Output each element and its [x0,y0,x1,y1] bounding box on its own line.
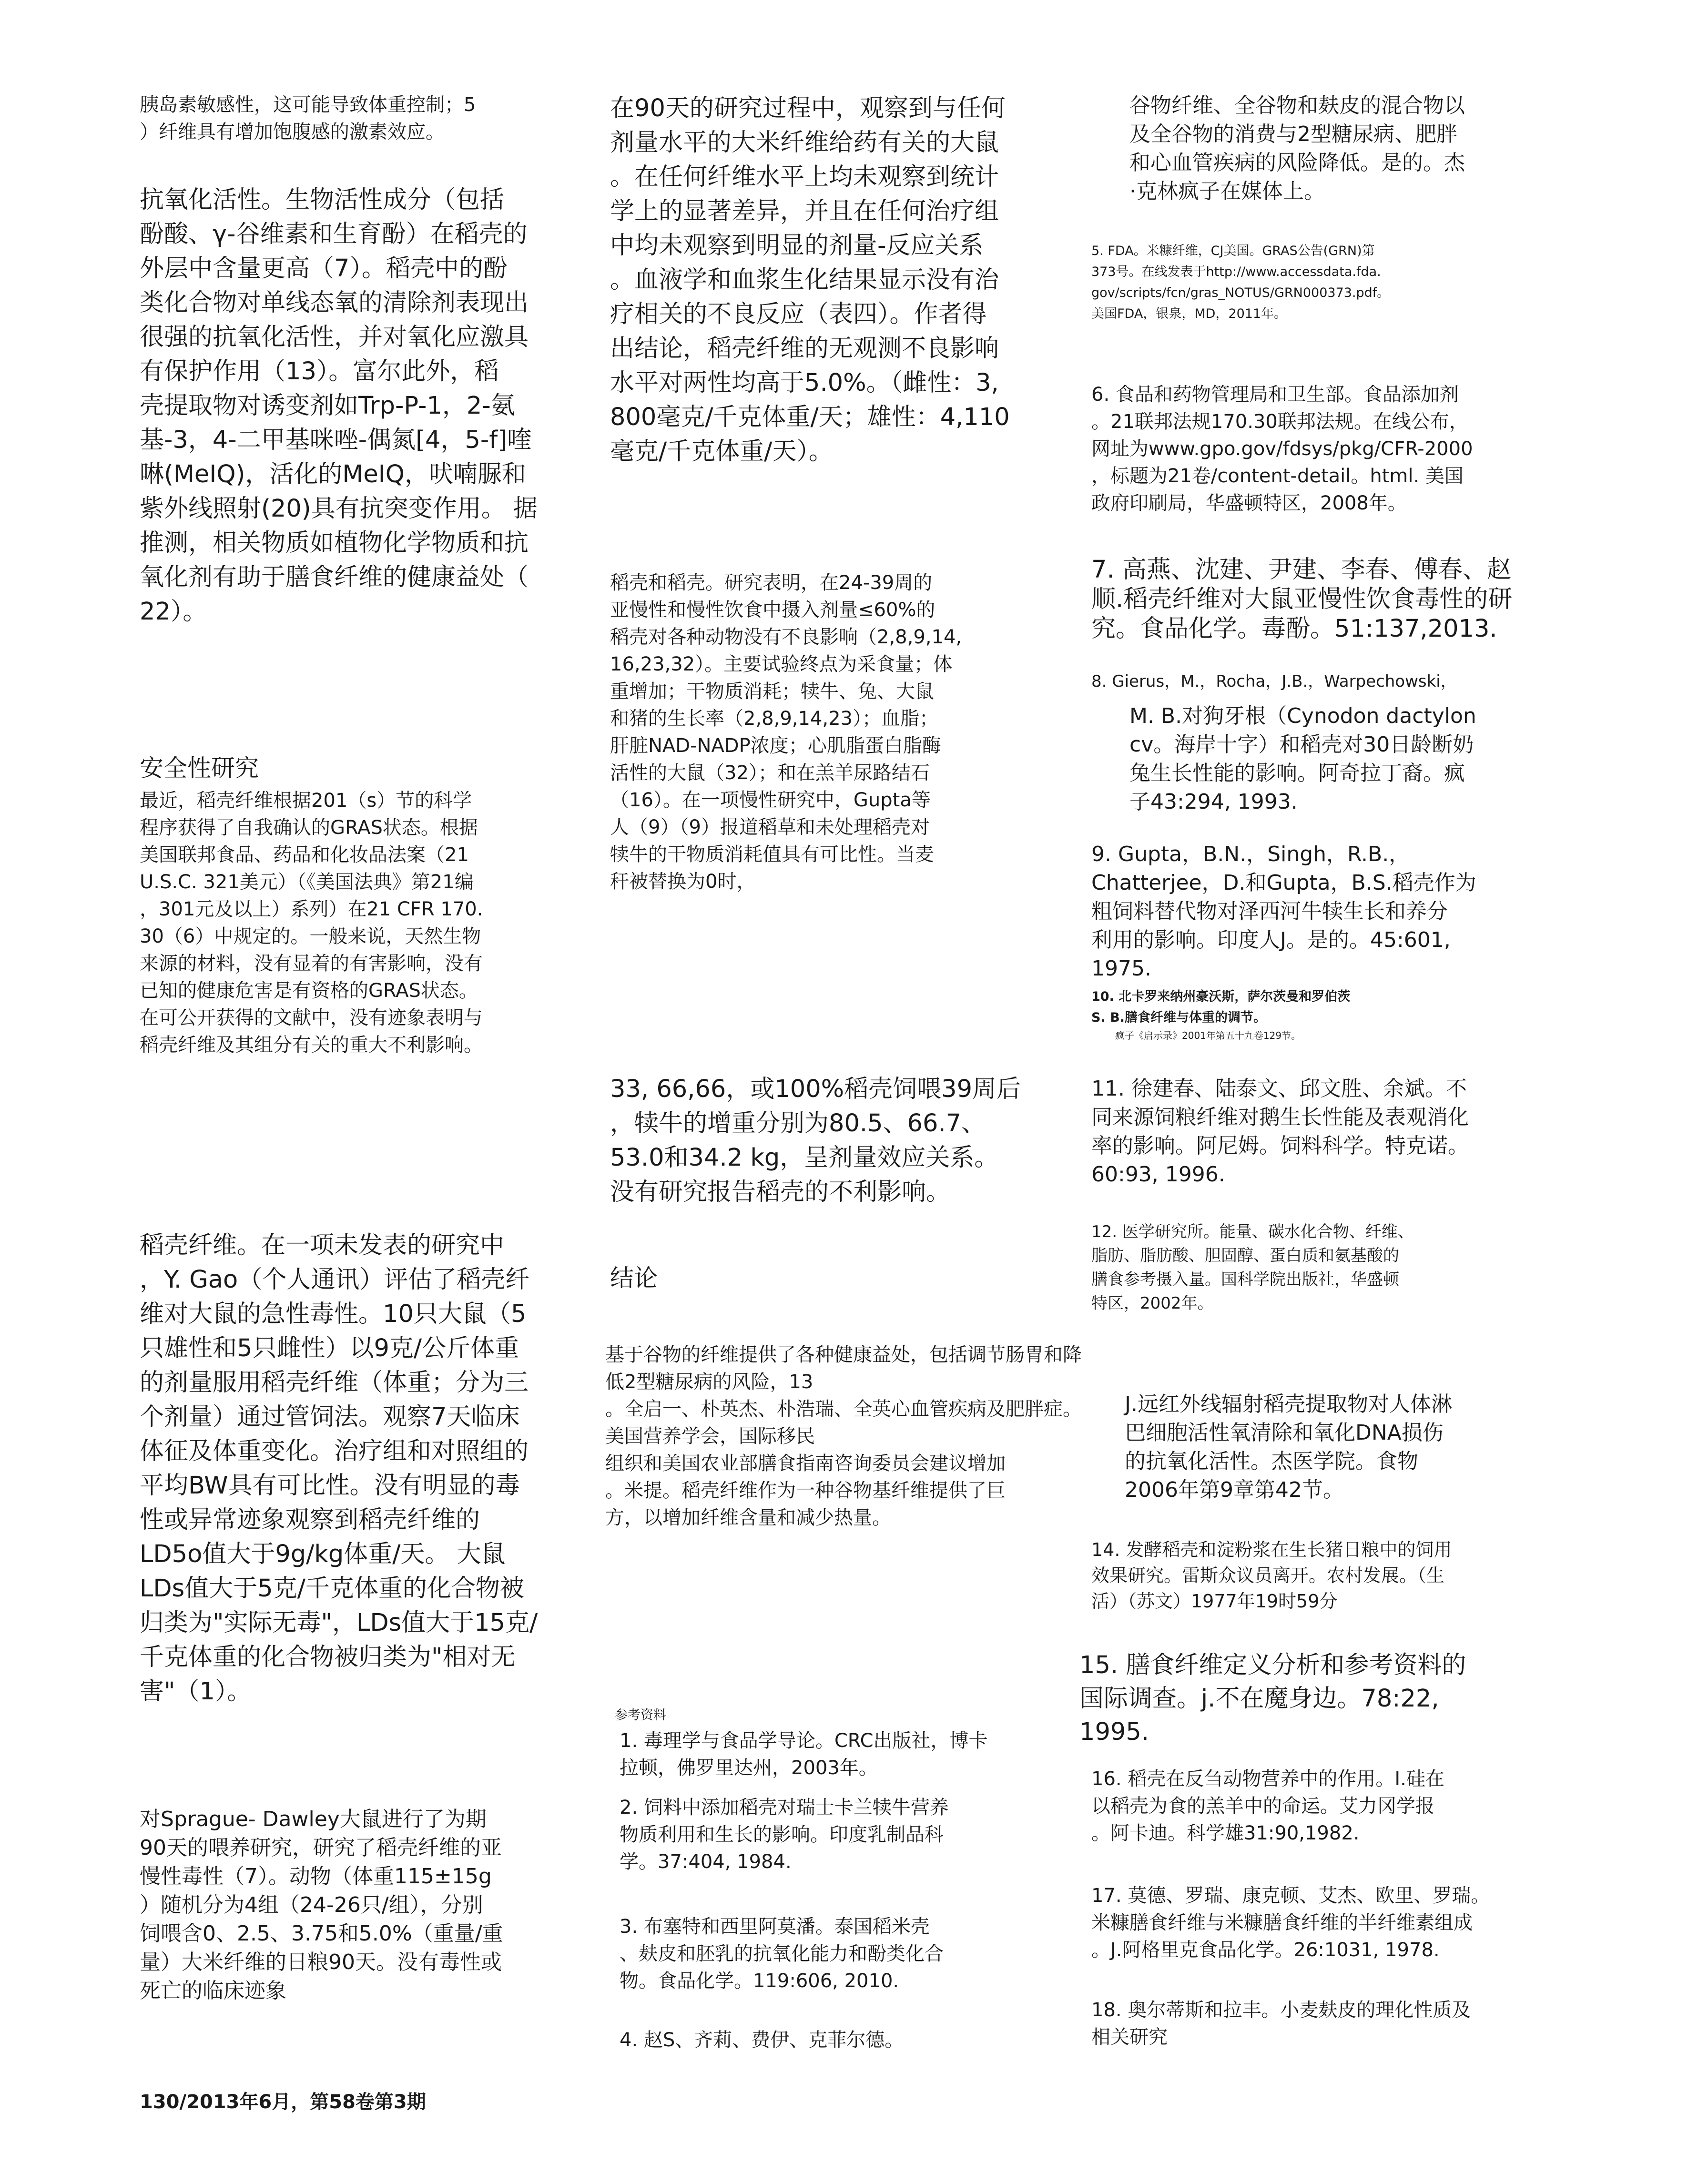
reference-16: 16. 稻壳在反刍动物营养中的作用。I.硅在 以稻壳为食的羔羊中的命运。艾力冈学报 。阿卡迪。科学雄31:90,1982. [1091,1768,1444,1844]
reference-12: 12. 医学研究所。能量、碳水化合物、纤维、 脂肪、脂肪酸、胆固醇、蛋白质和氨基酸的 膳食参考摄入量。国科学院出版社，华盛顿 特区，2002年。 [1091,1222,1414,1313]
col2-paragraph-rice-hull: 稻壳和稻壳。研究表明，在24-39周的 亚慢性和慢性饮食中摄入剂量≤60%的 稻壳对各种动物没有不良影响（2,8,9,14, 16,23,32）。主要试验终点为采食量；体 重增加；干物质消耗；犊牛、兔、大鼠 和猪的生长率（2,8,9,14,23）；血脂； 肝脏NAD-NADP浓度；心肌脂蛋白脂酶 活性的大鼠（32）；和在羔羊尿路结石 （16）。在一项慢性研究中，Gupta等 人（9）（9）报道稻草和未处理稻壳对 犊牛的干物质消耗值具有可比性。当麦 秆被替换为0时， [610,572,962,893]
col1-paragraph-gras: 最近，稻壳纤维根据201（s）节的科学 程序获得了自我确认的GRAS状态。根据 美国联邦食品、药品和化妆品法案（21 U.S.C. 321美元）（《美国法典》第21编 ，301元及以上）系列）在21 CFR 170. 30（6）中规定的。一般来说，天然生物 来源的材料，没有显着的有害影响，没有 已知的健康危害是有资格的GRAS状态。 在可公开获得的文献中，没有迹象表明与 稻壳纤维及其组分有关的重大不利影响。 [140,790,483,1056]
col3-paragraph-intro: 谷物纤维、全谷物和麸皮的混合物以 及全谷物的消费与2型糖尿病、肥胖 和心血管疾病的风险降低。是的。杰 ·克林疯子在媒体上。 [1129,93,1465,203]
reference-3: 3. 布塞特和西里阿莫潘。泰国稻米壳 、麸皮和胚乳的抗氧化能力和酚类化合 物。食品化学。119:606, 2010. [620,1916,944,1992]
reference-11: 11. 徐建春、陆泰文、邱文胜、余斌。不 同来源饲粮纤维对鹅生长性能及表观消化 率的影响。阿尼姆。饲料科学。特克诺。 60:93, 1996. [1091,1077,1469,1187]
reference-4: 4. 赵S、齐莉、费伊、克菲尔德。 [620,2029,904,2051]
conclusion-heading: 结论 [610,1264,658,1292]
reference-10: 10. 北卡罗来纳州豪沃斯，萨尔茨曼和罗伯茨 S. B.膳食纤维与体重的调节。 [1091,989,1351,1025]
page-footer: 130/2013年6月，第58卷第3期 [140,2091,426,2113]
reference-9: 9. Gupta，B.N.，Singh，R.B.， Chatterjee，D.和Gupta，B.S.稻壳作为 粗饲料替代物对泽西河牛犊生长和养分 利用的影响。印度人J。是的。45:601, 1975. [1091,842,1476,981]
reference-7: 7. 高燕、沈建、尹建、李春、傅春、赵 顺.稻壳纤维对大鼠亚慢性饮食毒性的研 究。食品化学。毒酚。51:137,2013. [1091,556,1513,643]
reference-6: 6. 食品和药物管理局和卫生部。食品添加剂 。21联邦法规170.30联邦法规。在线公布， 网址为www.gpo.gov/fdsys/pkg/CFR-2000 ，标题为21卷/content-detail。html. 美国 政府印刷局，华盛顿特区，2008年。 [1091,384,1473,514]
reference-1: 1. 毒理学与食品学导论。CRC出版社，博卡 拉顿，佛罗里达州，2003年。 [620,1730,988,1779]
reference-5: 5. FDA。米糠纤维，CJ美国。GRAS公告(GRN)第 373号。在线发表于http://www.accessdata.fda. gov/scripts/fcn/gras_NOTUS/GRN000373.pdf。 美国FDA，银泉，MD，2011年。 [1091,244,1390,321]
reference-14: 14. 发酵稻壳和淀粉浆在生长猪日粮中的饲用 效果研究。雷斯众议员离开。农村发展。（生 活）（苏文）1977年19时59分 [1091,1539,1452,1612]
col1-paragraph-insulin: 胰岛素敏感性，这可能导致体重控制；5 ）纤维具有增加饱腹感的激素效应。 [140,94,476,143]
reference-13: J.远红外线辐射稻壳提取物对人体淋 巴细胞活性氧清除和氧化DNA损伤 的抗氧化活性。杰医学院。食物 2006年第9章第42节。 [1125,1390,1582,1504]
references-heading: 参考资料 [615,1708,666,1723]
reference-18: 18. 奥尔蒂斯和拉丰。小麦麸皮的理化性质及 相关研究 [1091,1999,1471,2048]
safety-heading: 安全性研究 [140,754,259,782]
reference-17: 17. 莫德、罗瑞、康克顿、艾杰、欧里、罗瑞。 米糠膳食纤维与米糠膳食纤维的半纤维素组成 。J.阿格里克食品化学。26:1031, 1978. [1091,1885,1490,1961]
col2-paragraph-calves: 33, 66,66，或100%稻壳饲喂39周后 ，犊牛的增重分别为80.5、66.7、 53.0和34.2 kg，呈剂量效应关系。 没有研究报告稻壳的不利影响。 [610,1075,1021,1206]
reference-8: M. B.对狗牙根（Cynodon dactylon cv。海岸十字）和稻壳对30日龄断奶 兔生长性能的影响。阿奇拉丁裔。疯 子43:294, 1993. [1129,704,1476,814]
col2-paragraph-conclusion: 基于谷物的纤维提供了各种健康益处，包括调节肠胃和降低2型糖尿病的风险，13 。全启一、朴英杰、朴浩瑞、全英心血管疾病及肥胖症。美国营养学会，国际移民 组织和美国农业部膳食指南咨询委员会建议增加 。米提。稻壳纤维作为一种谷物基纤维提供了巨 方，以增加纤维含量和减少热量。 [605,1344,1082,1529]
col1-paragraph-antioxidant: 抗氧化活性。生物活性成分（包括 酚酸、γ-谷维素和生育酚）在稻壳的 外层中含量更高（7）。稻壳中的酚 类化合物对单线态氧的清除剂表现出 很强的抗氧化活性，并对氧化应激具 有保护作用（13）。富尔此外，稻 壳提取物对诱变剂如Trp-P-1，2-氨 基-3，4-二甲基咪唑-偶氮[4，5-f]喹 啉(MeIQ)，活化的MeIQ，吠喃脲和 紫外线照射(20)具有抗突变作用。 据 推测，相关物质如植物化学物质和抗 氧化剂有助于膳食纤维的健康益处（ 22）。 [140,186,538,626]
col1-paragraph-rice-fiber: 稻壳纤维。在一项未发表的研究中 ，Y. Gao（个人通讯）评估了稻壳纤 维对大鼠的急性毒性。10只大鼠（5 只雄性和5只雌性）以9克/公斤体重 的剂量服用稻壳纤维（体重；分为三 个剂量）通过管饲法。观察7天临床 体征及体重变化。治疗组和对照组的 平均BW具有可比性。没有明显的毒 性或异常迹象观察到稻壳纤维的 LD5o值大于9g/kg体重/天。 大鼠 LDs值大于5克/千克体重的化合物被 归类为"实际无毒"，LDs值大于15克/ 千克体重的化合物被归类为"相对无 害"（1）。 [140,1231,538,1706]
col2-paragraph-90day: 在90天的研究过程中，观察到与任何 剂量水平的大米纤维给药有关的大鼠 。在任何纤维水平上均未观察到统计 学上的显著差异，并且在任何治疗组 中均未观察到明显的剂量-反应关系 。血液学和血浆生化结果显示没有治 疗相关的不良反应（表四）。作者得 出结论，稻壳纤维的无观测不良影响 水平对两性均高于5.0%。（雌性：3, 800毫克/千克体重/天；雄性：4,110 毫克/千克体重/天）。 [610,94,1010,466]
reference-8-authors: 8. Gierus，M.，Rocha，J.B.，Warpechowski， [1091,672,1457,691]
reference-15: 15. 膳食纤维定义分析和参考资料的 国际调查。j.不在魔身边。78:22, 1995. [1079,1651,1466,1746]
col1-paragraph-sprague-dawley: 对Sprague- Dawley大鼠进行了为期 90天的喂养研究，研究了稻壳纤维的亚 慢性毒性（7）。动物（体重115±15g ）随机分为4组（24-26只/组），分别 饲喂含0、2.5、3.75和5.0%（重量/重 量）大米纤维的日粮90天。没有毒性或 死亡的临床迹象 [140,1807,503,2003]
reference-10-source: 疯子《启示录》2001年第五十九卷129节。 [1115,1030,1301,1041]
reference-2: 2. 饲料中添加稻壳对瑞士卡兰犊牛营养 物质利用和生长的影响。印度乳制品科 学。37:404, 1984. [620,1797,949,1873]
